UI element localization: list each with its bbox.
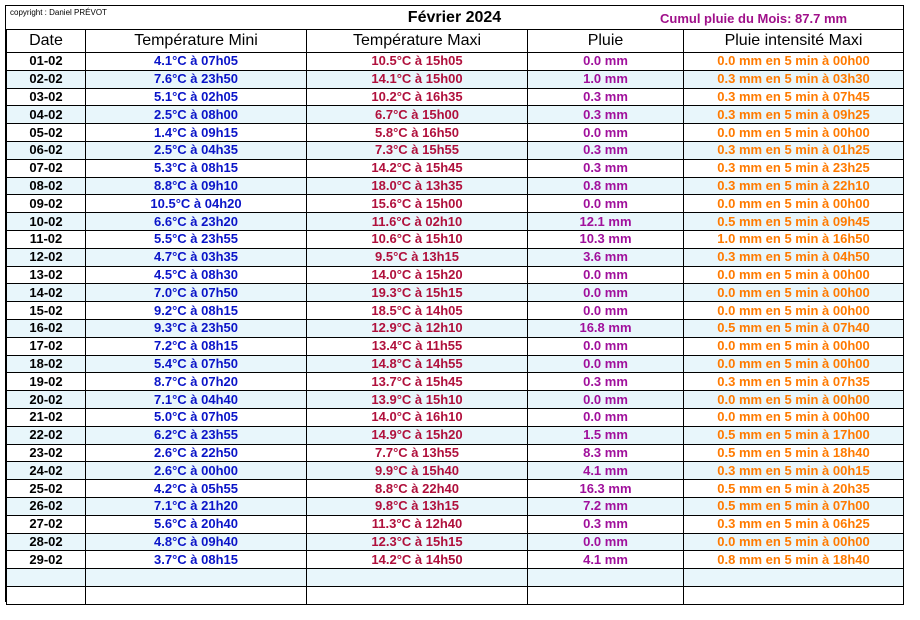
table-row [7, 124, 904, 142]
monthly-rain-total: Cumul pluie du Mois: 87.7 mm [660, 11, 848, 26]
date-cell: 17-02 [7, 337, 86, 355]
rain-cell: 1.5 mm [528, 426, 684, 444]
temp-max-cell: 13.4°C à 11h55 [307, 337, 528, 355]
table-row [7, 177, 904, 195]
rain-cell: 8.3 mm [528, 444, 684, 462]
temp-max-cell: 6.7°C à 15h00 [307, 106, 528, 124]
rain-cell: 0.0 mm [528, 302, 684, 320]
copyright-text: copyright : Daniel PRÉVOT [10, 8, 107, 17]
rain-intensity-cell: 0.5 mm en 5 min à 07h00 [684, 497, 904, 515]
date-cell: 19-02 [7, 373, 86, 391]
rain-intensity-cell: 0.0 mm en 5 min à 00h00 [684, 355, 904, 373]
column-header-rain-intensity: Pluie intensité Maxi [684, 30, 904, 53]
table-row [7, 462, 904, 480]
temp-min-cell: 5.6°C à 20h40 [86, 515, 307, 533]
rain-intensity-cell: 0.0 mm en 5 min à 00h00 [684, 124, 904, 142]
temp-max-cell: 8.8°C à 22h40 [307, 480, 528, 498]
rain-cell: 0.3 mm [528, 373, 684, 391]
rain-intensity-cell: 0.3 mm en 5 min à 00h15 [684, 462, 904, 480]
column-header-temp-min: Température Mini [86, 30, 307, 53]
temp-max-cell: 10.2°C à 16h35 [307, 88, 528, 106]
temp-min-cell: 2.6°C à 22h50 [86, 444, 307, 462]
rain-cell: 3.6 mm [528, 248, 684, 266]
temp-min-cell: 7.2°C à 08h15 [86, 337, 307, 355]
rain-intensity-cell: 0.5 mm en 5 min à 07h40 [684, 319, 904, 337]
rain-intensity-cell [684, 569, 904, 587]
rain-intensity-cell: 0.3 mm en 5 min à 09h25 [684, 106, 904, 124]
rain-cell: 0.0 mm [528, 124, 684, 142]
table-row [7, 213, 904, 231]
date-cell: 05-02 [7, 124, 86, 142]
rain-cell: 16.3 mm [528, 480, 684, 498]
rain-cell: 0.0 mm [528, 53, 684, 71]
rain-cell: 0.0 mm [528, 408, 684, 426]
table-row [7, 248, 904, 266]
temp-max-cell: 14.0°C à 16h10 [307, 408, 528, 426]
date-cell: 12-02 [7, 248, 86, 266]
table-row [7, 159, 904, 177]
temp-min-cell: 3.7°C à 08h15 [86, 551, 307, 569]
rain-intensity-cell: 0.0 mm en 5 min à 00h00 [684, 266, 904, 284]
column-header-temp-max: Température Maxi [307, 30, 528, 53]
date-cell: 15-02 [7, 302, 86, 320]
temp-max-cell: 12.3°C à 15h15 [307, 533, 528, 551]
rain-intensity-cell: 0.3 mm en 5 min à 23h25 [684, 159, 904, 177]
rain-intensity-cell: 0.5 mm en 5 min à 09h45 [684, 213, 904, 231]
table-header-row [7, 30, 904, 53]
table-row [7, 373, 904, 391]
temp-max-cell: 14.0°C à 15h20 [307, 266, 528, 284]
temp-min-cell: 4.8°C à 09h40 [86, 533, 307, 551]
temp-min-cell: 7.0°C à 07h50 [86, 284, 307, 302]
rain-intensity-cell: 0.5 mm en 5 min à 20h35 [684, 480, 904, 498]
temp-min-cell [86, 569, 307, 587]
temp-max-cell: 18.5°C à 14h05 [307, 302, 528, 320]
rain-cell: 16.8 mm [528, 319, 684, 337]
date-cell: 07-02 [7, 159, 86, 177]
date-cell: 29-02 [7, 551, 86, 569]
table-row [7, 551, 904, 569]
date-cell: 28-02 [7, 533, 86, 551]
temp-max-cell: 14.2°C à 15h45 [307, 159, 528, 177]
temp-min-cell: 4.2°C à 05h55 [86, 480, 307, 498]
rain-intensity-cell: 0.3 mm en 5 min à 04h50 [684, 248, 904, 266]
date-cell: 22-02 [7, 426, 86, 444]
table-row [7, 426, 904, 444]
temp-max-cell: 10.5°C à 15h05 [307, 53, 528, 71]
rain-cell: 0.3 mm [528, 515, 684, 533]
table-row [7, 355, 904, 373]
temp-min-cell: 9.2°C à 08h15 [86, 302, 307, 320]
table-row [7, 106, 904, 124]
temp-max-cell: 13.7°C à 15h45 [307, 373, 528, 391]
temp-max-cell: 14.2°C à 14h50 [307, 551, 528, 569]
table-row [7, 569, 904, 587]
temp-min-cell: 7.1°C à 04h40 [86, 391, 307, 409]
rain-cell: 0.3 mm [528, 159, 684, 177]
temp-max-cell: 18.0°C à 13h35 [307, 177, 528, 195]
weather-report-page [5, 5, 904, 602]
date-cell: 16-02 [7, 319, 86, 337]
table-row [7, 533, 904, 551]
date-cell: 23-02 [7, 444, 86, 462]
rain-intensity-cell: 0.0 mm en 5 min à 00h00 [684, 284, 904, 302]
rain-intensity-cell: 0.3 mm en 5 min à 01h25 [684, 141, 904, 159]
rain-cell: 7.2 mm [528, 497, 684, 515]
rain-intensity-cell: 0.5 mm en 5 min à 17h00 [684, 426, 904, 444]
rain-intensity-cell: 0.3 mm en 5 min à 03h30 [684, 70, 904, 88]
date-cell: 02-02 [7, 70, 86, 88]
temp-max-cell: 7.7°C à 13h55 [307, 444, 528, 462]
table-row [7, 195, 904, 213]
date-cell: 03-02 [7, 88, 86, 106]
table-row [7, 141, 904, 159]
rain-intensity-cell: 0.0 mm en 5 min à 00h00 [684, 408, 904, 426]
temp-max-cell: 5.8°C à 16h50 [307, 124, 528, 142]
table-row [7, 230, 904, 248]
rain-cell: 0.0 mm [528, 391, 684, 409]
date-cell: 08-02 [7, 177, 86, 195]
temp-min-cell: 5.5°C à 23h55 [86, 230, 307, 248]
temp-max-cell [307, 586, 528, 604]
date-cell: 04-02 [7, 106, 86, 124]
temp-min-cell: 4.7°C à 03h35 [86, 248, 307, 266]
rain-cell [528, 569, 684, 587]
temp-max-cell: 15.6°C à 15h00 [307, 195, 528, 213]
temp-max-cell: 19.3°C à 15h15 [307, 284, 528, 302]
rain-cell: 4.1 mm [528, 551, 684, 569]
table-row [7, 88, 904, 106]
temp-min-cell: 8.7°C à 07h20 [86, 373, 307, 391]
date-cell: 13-02 [7, 266, 86, 284]
temp-min-cell: 5.4°C à 07h50 [86, 355, 307, 373]
date-cell [7, 569, 86, 587]
rain-cell: 4.1 mm [528, 462, 684, 480]
column-header-rain: Pluie [528, 30, 684, 53]
table-row [7, 266, 904, 284]
temp-min-cell: 2.5°C à 08h00 [86, 106, 307, 124]
table-row [7, 408, 904, 426]
table-row [7, 391, 904, 409]
rain-cell: 0.0 mm [528, 533, 684, 551]
rain-cell: 12.1 mm [528, 213, 684, 231]
temp-min-cell: 7.1°C à 21h20 [86, 497, 307, 515]
temp-min-cell: 9.3°C à 23h50 [86, 319, 307, 337]
temp-max-cell: 9.9°C à 15h40 [307, 462, 528, 480]
temp-min-cell [86, 586, 307, 604]
temp-max-cell [307, 569, 528, 587]
rain-intensity-cell: 0.0 mm en 5 min à 00h00 [684, 195, 904, 213]
table-body [7, 53, 904, 605]
daily-weather-table [6, 29, 904, 605]
rain-cell: 10.3 mm [528, 230, 684, 248]
page-title: Février 2024 [407, 9, 502, 26]
table-row [7, 497, 904, 515]
rain-cell: 0.0 mm [528, 266, 684, 284]
temp-min-cell: 4.5°C à 08h30 [86, 266, 307, 284]
temp-min-cell: 5.1°C à 02h05 [86, 88, 307, 106]
temp-min-cell: 4.1°C à 07h05 [86, 53, 307, 71]
temp-min-cell: 1.4°C à 09h15 [86, 124, 307, 142]
date-cell: 09-02 [7, 195, 86, 213]
temp-max-cell: 9.8°C à 13h15 [307, 497, 528, 515]
temp-max-cell: 14.8°C à 14h55 [307, 355, 528, 373]
temp-max-cell: 11.3°C à 12h40 [307, 515, 528, 533]
temp-max-cell: 14.1°C à 15h00 [307, 70, 528, 88]
date-cell: 10-02 [7, 213, 86, 231]
table-row [7, 284, 904, 302]
table-row [7, 515, 904, 533]
table-row [7, 319, 904, 337]
date-cell: 26-02 [7, 497, 86, 515]
rain-intensity-cell: 0.3 mm en 5 min à 06h25 [684, 515, 904, 533]
rain-intensity-cell: 0.3 mm en 5 min à 07h35 [684, 373, 904, 391]
temp-min-cell: 8.8°C à 09h10 [86, 177, 307, 195]
date-cell: 21-02 [7, 408, 86, 426]
temp-min-cell: 6.6°C à 23h20 [86, 213, 307, 231]
temp-min-cell: 5.0°C à 07h05 [86, 408, 307, 426]
temp-max-cell: 11.6°C à 02h10 [307, 213, 528, 231]
table-row [7, 70, 904, 88]
table-row [7, 586, 904, 604]
temp-max-cell: 7.3°C à 15h55 [307, 141, 528, 159]
date-cell: 11-02 [7, 230, 86, 248]
rain-intensity-cell [684, 586, 904, 604]
date-cell: 18-02 [7, 355, 86, 373]
temp-max-cell: 14.9°C à 15h20 [307, 426, 528, 444]
rain-intensity-cell: 0.5 mm en 5 min à 18h40 [684, 444, 904, 462]
rain-intensity-cell: 0.0 mm en 5 min à 00h00 [684, 302, 904, 320]
rain-cell: 0.0 mm [528, 195, 684, 213]
rain-intensity-cell: 0.0 mm en 5 min à 00h00 [684, 533, 904, 551]
temp-min-cell: 10.5°C à 04h20 [86, 195, 307, 213]
table-row [7, 337, 904, 355]
rain-cell: 0.0 mm [528, 355, 684, 373]
temp-min-cell: 5.3°C à 08h15 [86, 159, 307, 177]
date-cell: 25-02 [7, 480, 86, 498]
rain-cell: 0.0 mm [528, 284, 684, 302]
table-row [7, 444, 904, 462]
rain-cell [528, 586, 684, 604]
column-header-date: Date [7, 30, 86, 53]
date-cell: 20-02 [7, 391, 86, 409]
temp-max-cell: 13.9°C à 15h10 [307, 391, 528, 409]
date-cell: 01-02 [7, 53, 86, 71]
rain-intensity-cell: 0.0 mm en 5 min à 00h00 [684, 337, 904, 355]
temp-max-cell: 12.9°C à 12h10 [307, 319, 528, 337]
temp-max-cell: 9.5°C à 13h15 [307, 248, 528, 266]
rain-intensity-cell: 1.0 mm en 5 min à 16h50 [684, 230, 904, 248]
date-cell [7, 586, 86, 604]
date-cell: 06-02 [7, 141, 86, 159]
temp-max-cell: 10.6°C à 15h10 [307, 230, 528, 248]
table-row [7, 480, 904, 498]
table-row [7, 302, 904, 320]
rain-cell: 0.3 mm [528, 88, 684, 106]
temp-min-cell: 2.5°C à 04h35 [86, 141, 307, 159]
rain-intensity-cell: 0.8 mm en 5 min à 18h40 [684, 551, 904, 569]
rain-intensity-cell: 0.0 mm en 5 min à 00h00 [684, 391, 904, 409]
date-cell: 24-02 [7, 462, 86, 480]
rain-cell: 1.0 mm [528, 70, 684, 88]
rain-cell: 0.8 mm [528, 177, 684, 195]
rain-intensity-cell: 0.3 mm en 5 min à 07h45 [684, 88, 904, 106]
temp-min-cell: 2.6°C à 00h00 [86, 462, 307, 480]
table-row [7, 53, 904, 71]
temp-min-cell: 7.6°C à 23h50 [86, 70, 307, 88]
rain-cell: 0.3 mm [528, 141, 684, 159]
date-cell: 14-02 [7, 284, 86, 302]
date-cell: 27-02 [7, 515, 86, 533]
temp-min-cell: 6.2°C à 23h55 [86, 426, 307, 444]
rain-cell: 0.3 mm [528, 106, 684, 124]
rain-intensity-cell: 0.0 mm en 5 min à 00h00 [684, 53, 904, 71]
rain-intensity-cell: 0.3 mm en 5 min à 22h10 [684, 177, 904, 195]
rain-cell: 0.0 mm [528, 337, 684, 355]
